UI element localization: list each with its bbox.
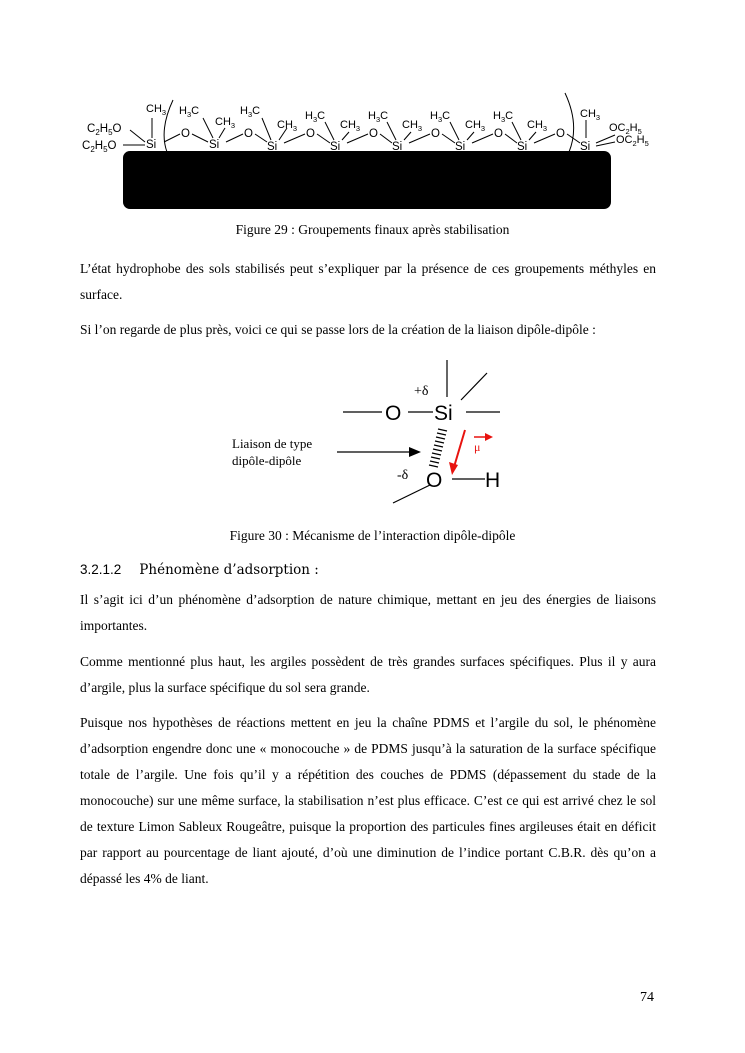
section-number: 3.2.1.2 [80,562,122,577]
dipole-label-line1: Liaison de type [232,436,313,451]
ethoxy-group-right-bottom: $OC_2H_5$ [616,134,649,148]
paragraph-chemical-adsorption: Il s’agit ici d’un phénomène d’adsorption de nature chimique, mettant en jeu des énergies de liaisons importantes. [80,592,656,633]
o-atom: O [431,128,440,140]
ch3-label: $CH_3$ [146,103,167,117]
paragraph-monolayer: Puisque nos hypothèses de réactions mettent en jeu la chaîne PDMS et l’argile du sol, le phénomène d’adsorption engendre donc une « monocouche » de PDMS jusqu’à la saturation de la surface spécifique totale de l’argile. Une fois qu’il y a répétition des couches de PDMS (dépassement du stade de la monocouche) sur une même surface, la stabilisation n’est plus efficace. C’est ce qui est arrivé chez le sol de texture Limon Sableux Rougeâtre, puisque la proportion des particules fines argileuses était en déficit par rapport au pourcentage de liant ajouté, d’où une diminution de l’indice portant C.B.R. dès qu’on a dépassé les 4% de liant. [80,715,656,886]
si-atom: Si [330,141,341,153]
ch3-label: $CH_3$ [580,108,601,122]
h3c-label: $H_3C$ [179,105,200,119]
si-atom: Si [392,141,403,153]
o-atom: O [181,128,190,140]
ethoxy-group-right-top: $OC_2H_5$ [609,122,642,136]
figure-29-pdms-chain-diagram [75,90,665,215]
silicon-atoms [146,139,590,153]
si-atom: Si [517,141,528,153]
ch3-label: $CH_3$ [340,119,361,133]
ch3-label: $CH_3$ [527,119,548,133]
si-atom: Si [455,141,466,153]
ethoxy-group-top: $C_2H_5O$ [87,123,122,137]
oxygen-atom-bottom: O [426,469,443,492]
si-atom: Si [146,139,157,151]
o-atom: O [556,128,565,140]
o-atom: O [369,128,378,140]
section-heading [80,562,319,579]
si-atom: Si [209,139,220,151]
page-number: 74 [640,990,654,1005]
o-atom: O [494,128,503,140]
h3c-label: $H_3C$ [368,110,389,124]
ch3-label: $CH_3$ [465,119,486,133]
figure-30-dipole-diagram [225,355,525,510]
section-title: Phénomène d’adsorption : [139,562,319,578]
plus-delta-label: +δ [414,384,429,399]
hydrogen-atom: H [485,469,501,492]
figure-29-caption: Figure 29 : Groupements finaux après stabilisation [235,222,510,237]
ch3-label: $CH_3$ [402,119,423,133]
h3c-label: $H_3C$ [240,105,261,119]
dipole-label-line2: dipôle-dipôle [232,453,302,468]
oxygen-atom-top: O [385,402,402,425]
ch3-label: $CH_3$ [215,116,236,130]
h3c-label: $H_3C$ [430,110,451,124]
figure-30-caption: Figure 30 : Mécanisme de l’interaction dipôle-dipôle [229,528,516,543]
ch3-label: $CH_3$ [277,119,298,133]
paragraph-clay-surface: Comme mentionné plus haut, les argiles possèdent de très grandes surfaces spécifiques. Plus il y aura d’argile, plus la surface spécifique du sol sera grande. [80,654,656,695]
oxygen-atoms [181,128,565,140]
paragraph-hydrophobic: L’état hydrophobe des sols stabilisés peut s’expliquer par la présence de ces groupements méthyles en surface. [80,261,656,302]
o-atom: O [306,128,315,140]
minus-delta-label: -δ [397,468,409,483]
silicon-atom: Si [434,402,453,425]
mu-symbol: μ [474,440,481,454]
h3c-label: $H_3C$ [493,110,514,124]
si-atom: Si [267,141,278,153]
soil-surface-block [123,151,611,209]
paragraph-dipole-intro: Si l’on regarde de plus près, voici ce qui se passe lors de la création de la liaison dipôle-dipôle : [80,322,596,337]
ethoxy-group-bottom: $C_2H_5O$ [82,140,117,154]
hashed-hydrogen-bond [429,429,447,467]
o-atom: O [244,128,253,140]
si-atom: Si [580,141,591,153]
h3c-label: $H_3C$ [305,110,326,124]
